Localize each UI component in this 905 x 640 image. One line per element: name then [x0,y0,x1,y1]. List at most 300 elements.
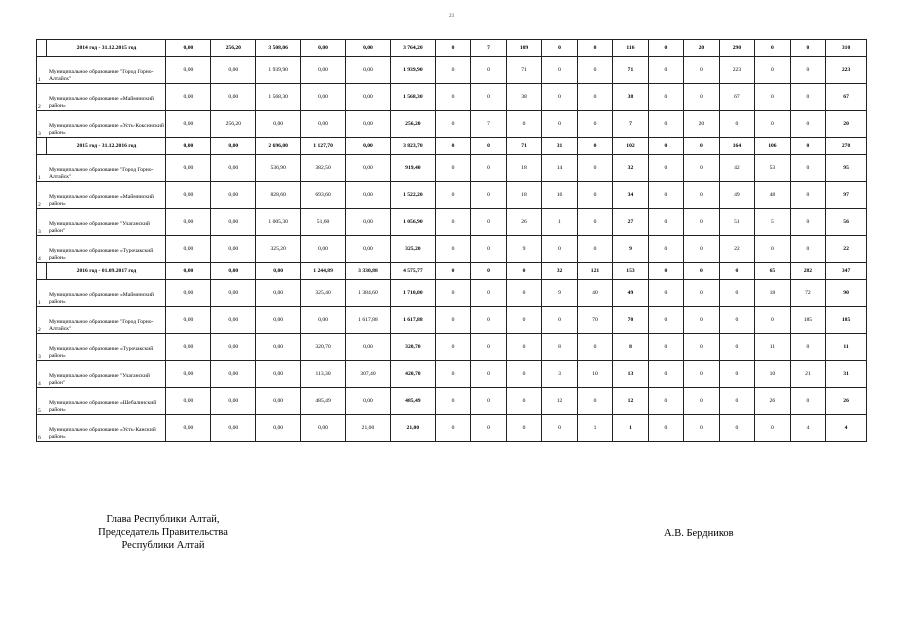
value-cell: 320,70 [390,334,435,361]
value-cell: 0 [435,307,470,334]
value-cell: 5 [755,209,790,236]
value-cell: 38 [613,84,648,111]
value-cell: 0 [755,415,790,442]
value-cell: 3 823,70 [390,138,435,155]
value-cell: 0,00 [166,57,211,84]
value-cell: 0,00 [301,307,346,334]
value-cell: 109 [506,40,541,57]
value-cell: 0 [719,280,754,307]
value-cell: 67 [826,84,867,111]
municipality-name: Муниципальное образование "Город Горно-Алтайск" [47,57,166,84]
value-cell: 0 [506,280,541,307]
value-cell: 0 [648,361,683,388]
value-cell: 325,20 [256,236,301,263]
value-cell: 49 [719,182,754,209]
data-table [36,39,867,442]
value-cell: 0 [684,280,719,307]
value-cell: 0 [684,57,719,84]
municipality-name: Муниципальное образование "Улаганский район" [47,209,166,236]
value-cell: 347 [826,263,867,280]
value-cell: 0 [506,361,541,388]
value-cell: 0,00 [211,209,256,236]
value-cell: 0 [684,307,719,334]
table-row [37,388,867,415]
row-index: 2 [37,84,47,111]
index-cell [37,263,47,280]
row-index: 3 [37,111,47,138]
value-cell: 325,40 [301,280,346,307]
value-cell: 0 [471,57,506,84]
value-cell: 0 [790,138,825,155]
value-cell: 420,70 [390,361,435,388]
value-cell: 0 [684,84,719,111]
value-cell: 153 [613,263,648,280]
value-cell: 18 [755,280,790,307]
value-cell: 90 [826,280,867,307]
municipality-name: Муниципальное образование «Усть-Коксинский район» [47,111,166,138]
value-cell: 0,00 [166,307,211,334]
value-cell: 0 [471,361,506,388]
value-cell: 16 [542,182,577,209]
value-cell: 11 [755,334,790,361]
value-cell: 38 [506,84,541,111]
value-cell: 0 [684,388,719,415]
value-cell: 0,00 [211,388,256,415]
value-cell: 1 384,60 [346,280,391,307]
value-cell: 0 [435,361,470,388]
value-cell: 0 [577,40,612,57]
value-cell: 0 [648,84,683,111]
value-cell: 382,50 [301,155,346,182]
value-cell: 4 [790,415,825,442]
value-cell: 0 [435,182,470,209]
value-cell: 0,00 [211,361,256,388]
value-cell: 0 [790,182,825,209]
value-cell: 0,00 [301,84,346,111]
value-cell: 0 [719,361,754,388]
value-cell: 71 [506,138,541,155]
value-cell: 9 [542,280,577,307]
value-cell: 3 508,06 [256,40,301,57]
index-cell [37,138,47,155]
value-cell: 0 [684,182,719,209]
value-cell: 7 [613,111,648,138]
value-cell: 1 522,20 [390,182,435,209]
value-cell: 0 [684,334,719,361]
value-cell: 1 [577,415,612,442]
value-cell: 32 [613,155,648,182]
value-cell: 71 [506,57,541,84]
table-row [37,280,867,307]
value-cell: 0 [755,84,790,111]
value-cell: 0 [648,209,683,236]
value-cell: 0,00 [166,280,211,307]
table-row [37,182,867,209]
value-cell: 0 [435,263,470,280]
row-index: 4 [37,361,47,388]
row-index: 6 [37,415,47,442]
value-cell: 95 [826,155,867,182]
value-cell: 48 [755,182,790,209]
value-cell: 0,00 [166,415,211,442]
value-cell: 0 [648,155,683,182]
value-cell: 0 [577,182,612,209]
value-cell: 0,00 [346,40,391,57]
table-row [37,307,867,334]
value-cell: 0,00 [166,388,211,415]
value-cell: 223 [826,57,867,84]
value-cell: 0,00 [346,334,391,361]
value-cell: 0 [719,415,754,442]
value-cell: 0 [471,209,506,236]
value-cell: 0,00 [346,209,391,236]
value-cell: 0,00 [346,236,391,263]
value-cell: 0 [684,138,719,155]
value-cell: 0 [648,415,683,442]
value-cell: 0,00 [166,263,211,280]
value-cell: 34 [613,182,648,209]
value-cell: 49 [613,280,648,307]
value-cell: 26 [826,388,867,415]
value-cell: 282 [790,263,825,280]
value-cell: 0 [790,334,825,361]
value-cell: 0 [684,155,719,182]
value-cell: 1 568,30 [390,84,435,111]
value-cell: 0 [648,307,683,334]
municipality-name: Муниципальное образование «Усть-Канский район» [47,415,166,442]
table-row [37,361,867,388]
row-index: 1 [37,155,47,182]
value-cell: 0 [790,209,825,236]
value-cell: 0,00 [166,40,211,57]
value-cell: 0 [577,236,612,263]
value-cell: 97 [826,182,867,209]
value-cell: 31 [542,138,577,155]
signature-title-line-2: Председатель Правительства [98,527,228,538]
value-cell: 7 [471,111,506,138]
value-cell: 0 [471,155,506,182]
value-cell: 0 [542,111,577,138]
value-cell: 11 [826,334,867,361]
municipality-name: Муниципальное образование «Майминский район» [47,182,166,209]
value-cell: 256,20 [390,111,435,138]
value-cell: 0,00 [166,84,211,111]
value-cell: 0 [435,236,470,263]
value-cell: 1 056,90 [390,209,435,236]
value-cell: 0 [648,111,683,138]
signer-name: А.В. Бердников [664,528,734,539]
value-cell: 0,00 [346,182,391,209]
value-cell: 0 [435,40,470,57]
value-cell: 32 [542,263,577,280]
value-cell: 290 [719,40,754,57]
value-cell: 0,00 [211,236,256,263]
value-cell: 0 [648,263,683,280]
value-cell: 121 [577,263,612,280]
value-cell: 256,20 [211,111,256,138]
municipality-name: Муниципальное образование "Город Горно-Алтайск" [47,155,166,182]
value-cell: 0 [648,182,683,209]
value-cell: 0 [471,236,506,263]
value-cell: 21,00 [390,415,435,442]
value-cell: 22 [826,236,867,263]
value-cell: 1 710,00 [390,280,435,307]
value-cell: 0,00 [211,280,256,307]
value-cell: 0 [435,209,470,236]
value-cell: 12 [542,388,577,415]
value-cell: 7 [471,40,506,57]
value-cell: 1 [613,415,648,442]
value-cell: 1 617,88 [390,307,435,334]
value-cell: 1 005,30 [256,209,301,236]
value-cell: 0,00 [211,57,256,84]
value-cell: 0 [648,334,683,361]
row-index: 3 [37,209,47,236]
value-cell: 4 [826,415,867,442]
value-cell: 0 [719,263,754,280]
municipality-name: Муниципальное образование "Улаганский район" [47,361,166,388]
municipality-name: Муниципальное образование "Город Горно-Алтайск" [47,307,166,334]
value-cell: 21,00 [346,415,391,442]
value-cell: 828,60 [256,182,301,209]
value-cell: 0 [471,138,506,155]
value-cell: 0 [577,57,612,84]
value-cell: 20 [826,111,867,138]
value-cell: 65 [755,263,790,280]
signature-title-block [74,513,252,552]
value-cell: 0 [577,155,612,182]
value-cell: 0 [755,236,790,263]
value-cell: 21 [790,361,825,388]
value-cell: 0 [790,40,825,57]
row-index: 1 [37,57,47,84]
value-cell: 0 [435,84,470,111]
value-cell: 18 [506,155,541,182]
value-cell: 0,00 [301,57,346,84]
value-cell: 0,00 [211,138,256,155]
value-cell: 27 [613,209,648,236]
value-cell: 0 [506,415,541,442]
value-cell: 0 [577,209,612,236]
value-cell: 14 [542,155,577,182]
value-cell: 0,00 [166,334,211,361]
value-cell: 3 [542,361,577,388]
value-cell: 0,00 [211,182,256,209]
value-cell: 20 [684,40,719,57]
value-cell: 3 330,88 [346,263,391,280]
value-cell: 40 [577,280,612,307]
value-cell: 8 [542,334,577,361]
value-cell: 223 [719,57,754,84]
table-row [37,334,867,361]
value-cell: 8 [613,334,648,361]
value-cell: 0 [790,388,825,415]
value-cell: 0,00 [211,415,256,442]
value-cell: 307,40 [346,361,391,388]
value-cell: 0,00 [256,415,301,442]
value-cell: 0,00 [166,111,211,138]
value-cell: 185 [790,307,825,334]
value-cell: 0 [506,307,541,334]
value-cell: 4 575,77 [390,263,435,280]
value-cell: 919,40 [390,155,435,182]
row-index: 4 [37,236,47,263]
value-cell: 0 [790,84,825,111]
municipality-name: Муниципальное образование «Майминский район» [47,280,166,307]
row-index: 2 [37,182,47,209]
value-cell: 0 [790,155,825,182]
value-cell: 0 [684,236,719,263]
value-cell: 0 [719,307,754,334]
value-cell: 0,00 [166,361,211,388]
value-cell: 10 [577,361,612,388]
value-cell: 0 [542,40,577,57]
value-cell: 0,00 [166,182,211,209]
value-cell: 70 [613,307,648,334]
value-cell: 0,00 [211,307,256,334]
value-cell: 0 [435,57,470,84]
value-cell: 0 [790,57,825,84]
table-row [37,111,867,138]
value-cell: 485,49 [301,388,346,415]
value-cell: 0 [471,307,506,334]
row-index: 2 [37,307,47,334]
value-cell: 0 [506,111,541,138]
value-cell: 53 [755,155,790,182]
value-cell: 9 [613,236,648,263]
period-label: 2014 год - 31.12.2015 год [47,40,166,57]
value-cell: 0,00 [211,263,256,280]
page-number: 23 [449,14,454,19]
value-cell: 0 [471,84,506,111]
value-cell: 0 [506,263,541,280]
value-cell: 320,70 [301,334,346,361]
value-cell: 106 [755,138,790,155]
value-cell: 485,49 [390,388,435,415]
value-cell: 0 [435,280,470,307]
row-index: 1 [37,280,47,307]
value-cell: 0 [435,334,470,361]
value-cell: 0,00 [256,263,301,280]
value-cell: 0 [719,334,754,361]
value-cell: 0 [542,307,577,334]
value-cell: 0,00 [301,236,346,263]
value-cell: 9 [506,236,541,263]
value-cell: 0,00 [166,138,211,155]
value-cell: 185 [826,307,867,334]
table-body [37,40,867,442]
municipality-name: Муниципальное образование «Шебалинский район» [47,388,166,415]
value-cell: 12 [613,388,648,415]
value-cell: 0,00 [256,307,301,334]
value-cell: 0 [435,415,470,442]
value-cell: 0 [506,388,541,415]
value-cell: 51 [719,209,754,236]
value-cell: 0 [684,415,719,442]
value-cell: 31 [826,361,867,388]
value-cell: 0 [790,111,825,138]
value-cell: 0,00 [256,388,301,415]
value-cell: 20 [684,111,719,138]
value-cell: 0 [648,236,683,263]
value-cell: 67 [719,84,754,111]
value-cell: 0 [471,182,506,209]
municipality-name: Муниципальное образование «Турочакский район» [47,334,166,361]
period-row [37,263,867,280]
value-cell: 0,00 [346,111,391,138]
value-cell: 1 [542,209,577,236]
value-cell: 1 127,70 [301,138,346,155]
signature-title-line-1: Глава Республики Алтай, [106,514,220,525]
value-cell: 42 [719,155,754,182]
value-cell: 0 [684,209,719,236]
value-cell: 0 [755,307,790,334]
value-cell: 0 [648,40,683,57]
value-cell: 0 [471,388,506,415]
table-row [37,209,867,236]
value-cell: 693,60 [301,182,346,209]
table-row [37,57,867,84]
index-cell [37,40,47,57]
value-cell: 0 [471,334,506,361]
table-row [37,236,867,263]
value-cell: 0,00 [256,280,301,307]
value-cell: 0 [755,57,790,84]
value-cell: 0 [755,40,790,57]
value-cell: 0,00 [301,415,346,442]
value-cell: 0 [542,84,577,111]
value-cell: 0 [648,388,683,415]
value-cell: 1 939,90 [390,57,435,84]
value-cell: 270 [826,138,867,155]
value-cell: 0 [719,388,754,415]
value-cell: 72 [790,280,825,307]
value-cell: 0,00 [256,361,301,388]
table-row [37,84,867,111]
value-cell: 0,00 [346,57,391,84]
value-cell: 0 [506,334,541,361]
municipality-name: Муниципальное образование «Турочакский район» [47,236,166,263]
value-cell: 0 [435,155,470,182]
value-cell: 113,30 [301,361,346,388]
value-cell: 0 [648,280,683,307]
value-cell: 0,00 [211,155,256,182]
value-cell: 13 [613,361,648,388]
value-cell: 51,60 [301,209,346,236]
row-index: 5 [37,388,47,415]
period-label: 2016 год - 01.09.2017 год [47,263,166,280]
value-cell: 0 [435,138,470,155]
value-cell: 0,00 [301,40,346,57]
value-cell: 116 [613,40,648,57]
value-cell: 0 [648,138,683,155]
value-cell: 0,00 [301,111,346,138]
municipality-name: Муниципальное образование «Майминский район» [47,84,166,111]
value-cell: 3 764,20 [390,40,435,57]
value-cell: 0,00 [211,334,256,361]
value-cell: 325,20 [390,236,435,263]
value-cell: 70 [577,307,612,334]
signature-title-line-3: Республики Алтай [121,540,205,551]
value-cell: 26 [506,209,541,236]
value-cell: 0,00 [346,388,391,415]
period-label: 2015 год - 31.12.2016 год [47,138,166,155]
value-cell: 0 [542,57,577,84]
value-cell: 26 [755,388,790,415]
value-cell: 0 [542,236,577,263]
value-cell: 1 617,88 [346,307,391,334]
table-row [37,415,867,442]
